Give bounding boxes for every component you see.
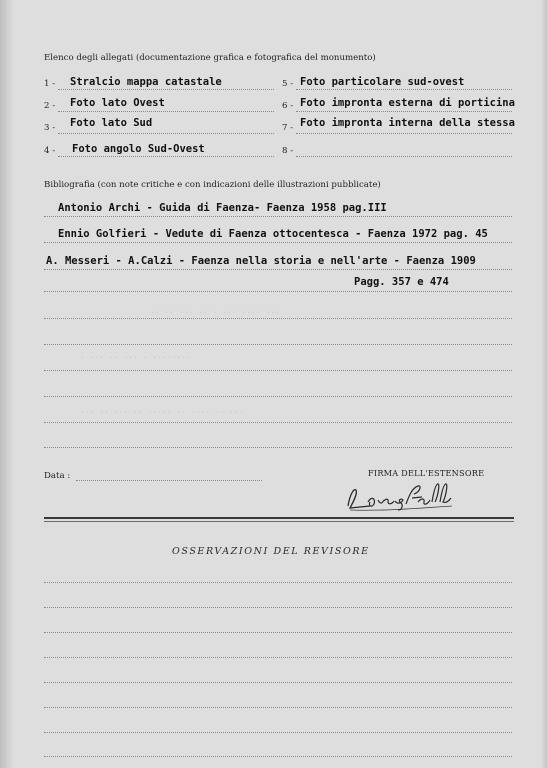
attachment-item: Stralcio mappa catastale (70, 76, 222, 88)
attachment-item: Foto impronta esterna di porticina (300, 97, 515, 109)
dotted-line (296, 156, 512, 157)
dotted-line (44, 682, 512, 683)
date-field-line (76, 480, 262, 481)
dotted-line (44, 657, 512, 658)
dotted-line (44, 607, 512, 608)
bibliography-entry: Ennio Golfieri - Vedute di Faenza ottocentesca - Faenza 1972 pag. 45 (58, 228, 488, 240)
dotted-line (44, 318, 512, 319)
attachments-header: Elenco degli allegati (documentazione grafica e fotografica del monumento) (44, 53, 376, 63)
page-edge-shadow (0, 0, 14, 768)
dotted-line (44, 216, 512, 217)
attachment-number: 8 - (282, 146, 294, 156)
handwritten-signature (340, 480, 470, 516)
dotted-line (44, 269, 512, 270)
section-divider-thin (44, 521, 514, 522)
bleed-through-text: ·· ·· ··· ·· · ··· ···· ··· (150, 308, 281, 317)
dotted-line (296, 89, 512, 90)
attachment-number: 6 - (282, 101, 294, 111)
attachment-number: 1 - (44, 79, 56, 89)
dotted-line (44, 732, 512, 733)
dotted-line (44, 396, 512, 397)
dotted-line (44, 707, 512, 708)
dotted-line (44, 370, 512, 371)
dotted-line (58, 133, 274, 134)
attachment-number: 2 - (44, 101, 56, 111)
dotted-line (44, 632, 512, 633)
dotted-line (296, 133, 512, 134)
attachment-item: Foto angolo Sud-Ovest (72, 143, 205, 155)
attachment-number: 5 - (282, 79, 294, 89)
attachment-number: 4 - (44, 146, 56, 156)
dotted-line (58, 111, 274, 112)
dotted-line (44, 756, 512, 757)
dotted-line (44, 582, 512, 583)
attachment-item: Foto particolare sud-ovest (300, 76, 465, 88)
dotted-line (296, 111, 512, 112)
dotted-line (44, 447, 512, 448)
dotted-line (44, 422, 512, 423)
attachment-item: Foto lato Sud (70, 117, 153, 129)
dotted-line (58, 156, 274, 157)
bibliography-header: Bibliografia (con note critiche e con indicazioni delle illustrazioni pubblicate) (44, 180, 381, 190)
attachment-number: 3 - (44, 123, 56, 133)
signer-label: FIRMA DELL'ESTENSORE (368, 468, 485, 478)
revisor-title: OSSERVAZIONI DEL REVISORE (172, 546, 370, 557)
section-divider (44, 517, 514, 519)
bleed-through-text: ··· ·· ··· ·· ····· ·· ···· ·· ··· (80, 408, 244, 417)
dotted-line (44, 242, 512, 243)
dotted-line (44, 344, 512, 345)
bibliography-entry: A. Messeri - A.Calzi - Faenza nella storia e nell'arte - Faenza 1909 (46, 255, 476, 267)
attachment-number: 7 - (282, 123, 294, 133)
attachment-item: Foto lato Ovest (70, 97, 165, 109)
attachment-item: Foto impronta interna della stessa (300, 117, 515, 129)
date-label: Data : (44, 471, 71, 481)
bibliography-entry: Pagg. 357 e 474 (354, 276, 449, 288)
dotted-line (58, 89, 274, 90)
bleed-through-text: · ··· ·· ··· · ········ (80, 353, 191, 362)
page-edge-shadow-right (541, 0, 547, 768)
dotted-line (44, 291, 512, 292)
bibliography-entry: Antonio Archi - Guida di Faenza- Faenza 1958 pag.III (58, 202, 387, 214)
